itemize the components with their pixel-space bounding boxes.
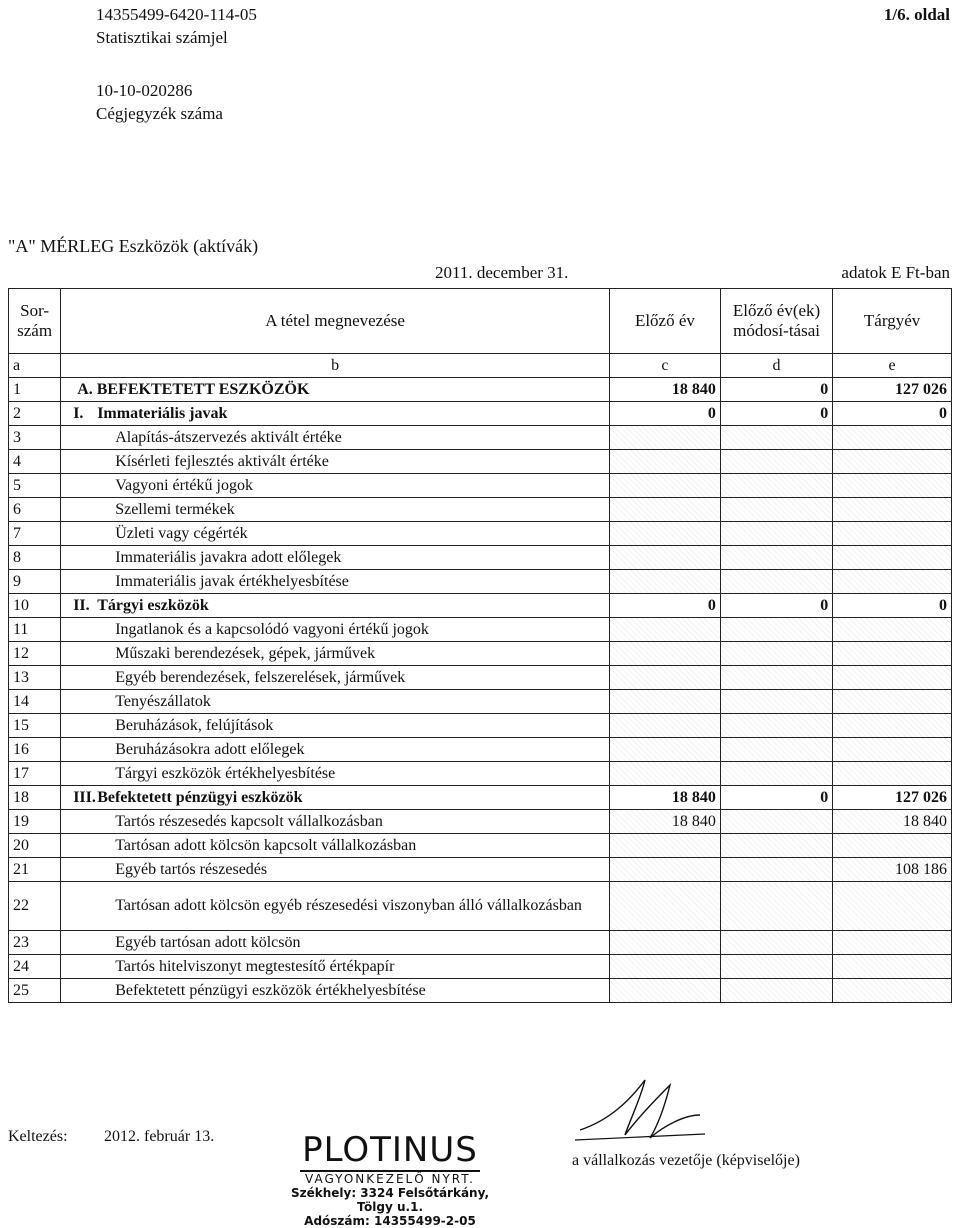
- row-number: 20: [9, 834, 61, 858]
- value-modifications: 0: [720, 594, 832, 618]
- value-current-year: [833, 498, 952, 522]
- row-label-text: Tartós részesedés kapcsolt vállalkozásban: [115, 812, 383, 830]
- table-row: [9, 955, 952, 979]
- table-row: [9, 618, 952, 642]
- row-label-text: Tárgyi eszközök értékhelyesbítése: [115, 764, 336, 782]
- value-prev-year: 0: [609, 402, 720, 426]
- row-number: 9: [9, 570, 61, 594]
- value-prev-year: [609, 666, 720, 690]
- table-row: [9, 810, 952, 834]
- date-label: Keltezés:: [8, 1128, 68, 1145]
- value-prev-year: [609, 618, 720, 642]
- row-number: 22: [9, 882, 61, 931]
- row-label-text: Immateriális javak értékhelyesbítése: [115, 572, 349, 590]
- row-label: [61, 762, 610, 786]
- row-label: [61, 474, 610, 498]
- row-label: [61, 810, 610, 834]
- col-header-mod: Előző év(ek) módosí-tásai: [720, 289, 832, 354]
- stamp-line2: Székhely: 3324 Felsőtárkány, Tölgy u.1.: [290, 1186, 490, 1214]
- value-modifications: [720, 882, 832, 931]
- row-number: 1: [9, 378, 61, 402]
- table-row: [9, 714, 952, 738]
- value-prev-year: [609, 690, 720, 714]
- table-row: [9, 450, 952, 474]
- row-label-text: Műszaki berendezések, gépek, járművek: [115, 644, 376, 662]
- registration-label: Cégjegyzék száma: [96, 104, 223, 123]
- row-label: [61, 594, 610, 618]
- row-number: 12: [9, 642, 61, 666]
- col-header-prev: Előző év: [609, 289, 720, 354]
- row-number: 18: [9, 786, 61, 810]
- row-label: [61, 378, 610, 402]
- letter-a: a: [9, 354, 61, 378]
- unit-label: adatok E Ft-ban: [841, 263, 950, 282]
- row-label-text: Egyéb tartósan adott kölcsön: [115, 933, 301, 951]
- value-modifications: [720, 834, 832, 858]
- table-row: [9, 762, 952, 786]
- row-label: [61, 979, 610, 1003]
- col-header-name: A tétel megnevezése: [61, 289, 610, 354]
- table-row: [9, 666, 952, 690]
- value-modifications: [720, 474, 832, 498]
- value-prev-year: [609, 642, 720, 666]
- row-label-text: Tenyészállatok: [115, 692, 211, 710]
- letter-b: b: [61, 354, 610, 378]
- value-current-year: [833, 546, 952, 570]
- value-modifications: [720, 666, 832, 690]
- value-prev-year: [609, 858, 720, 882]
- row-label-text: Beruházások, felújítások: [115, 716, 274, 734]
- value-current-year: [833, 834, 952, 858]
- value-prev-year: [609, 570, 720, 594]
- value-modifications: 0: [720, 786, 832, 810]
- value-prev-year: [609, 546, 720, 570]
- row-label: [61, 522, 610, 546]
- row-number: 14: [9, 690, 61, 714]
- roman-numeral: I.: [73, 404, 84, 422]
- value-current-year: 18 840: [833, 810, 952, 834]
- value-modifications: [720, 642, 832, 666]
- value-current-year: [833, 882, 952, 931]
- table-row: [9, 858, 952, 882]
- value-modifications: [720, 955, 832, 979]
- row-number: 16: [9, 738, 61, 762]
- col-header-sorszam: Sor- szám: [9, 289, 61, 354]
- row-label: [61, 714, 610, 738]
- value-prev-year: 18 840: [609, 786, 720, 810]
- row-number: 11: [9, 618, 61, 642]
- value-modifications: [720, 690, 832, 714]
- value-prev-year: 0: [609, 594, 720, 618]
- value-current-year: 127 026: [833, 786, 952, 810]
- value-modifications: [720, 738, 832, 762]
- table-row: [9, 570, 952, 594]
- row-label: [61, 931, 610, 955]
- table-row: [9, 498, 952, 522]
- value-prev-year: [609, 882, 720, 931]
- registration-number: 10-10-020286: [96, 81, 193, 100]
- row-label: [61, 955, 610, 979]
- value-prev-year: [609, 522, 720, 546]
- row-number: 4: [9, 450, 61, 474]
- value-prev-year: 18 840: [609, 378, 720, 402]
- letter-d: d: [720, 354, 832, 378]
- stamp-line3: Adószám: 14355499-2-05: [304, 1214, 476, 1228]
- value-prev-year: [609, 931, 720, 955]
- table-row: [9, 738, 952, 762]
- letter-c: c: [609, 354, 720, 378]
- value-current-year: [833, 522, 952, 546]
- date-value: 2012. február 13.: [104, 1128, 215, 1145]
- value-current-year: [833, 714, 952, 738]
- row-label-text: Vagyoni értékű jogok: [115, 476, 253, 494]
- row-number: 13: [9, 666, 61, 690]
- value-current-year: [833, 474, 952, 498]
- value-modifications: [720, 714, 832, 738]
- row-label: [61, 570, 610, 594]
- table-row: [9, 786, 952, 810]
- table-header-row: [9, 289, 952, 354]
- row-label-text: Tárgyi eszközök: [97, 596, 209, 614]
- page-title: "A" MÉRLEG Eszközök (aktívák): [8, 236, 259, 256]
- row-label-text: Kísérleti fejlesztés aktivált értéke: [115, 452, 329, 470]
- value-current-year: [833, 642, 952, 666]
- value-current-year: [833, 426, 952, 450]
- value-modifications: [720, 450, 832, 474]
- value-prev-year: [609, 714, 720, 738]
- value-modifications: [720, 858, 832, 882]
- row-number: 24: [9, 955, 61, 979]
- row-label: [61, 450, 610, 474]
- col-header-current: Tárgyév: [833, 289, 952, 354]
- value-current-year: 0: [833, 594, 952, 618]
- value-modifications: [720, 931, 832, 955]
- row-label-text: Alapítás-átszervezés aktivált értéke: [115, 428, 342, 446]
- value-modifications: 0: [720, 378, 832, 402]
- value-current-year: [833, 666, 952, 690]
- row-number: 8: [9, 546, 61, 570]
- roman-numeral: III.: [73, 788, 96, 806]
- row-label: [61, 786, 610, 810]
- value-prev-year: [609, 738, 720, 762]
- row-label: [61, 618, 610, 642]
- table-row: [9, 426, 952, 450]
- value-current-year: [833, 979, 952, 1003]
- row-label: [61, 882, 610, 931]
- row-label: [61, 426, 610, 450]
- row-label-text: Immateriális javakra adott előlegek: [115, 548, 342, 566]
- table-row: [9, 594, 952, 618]
- row-number: 3: [9, 426, 61, 450]
- table-row: [9, 546, 952, 570]
- row-label: [61, 858, 610, 882]
- row-number: 21: [9, 858, 61, 882]
- row-label-text: Tartósan adott kölcsön egyéb részesedési viszonyban álló vállalkozásban: [115, 897, 582, 914]
- value-current-year: [833, 738, 952, 762]
- row-number: 2: [9, 402, 61, 426]
- stamp-logo: PLOTINUS: [302, 1130, 478, 1170]
- stamp-line1: VAGYONKEZELŐ NYRT.: [305, 1172, 475, 1186]
- stat-number: 14355499-6420-114-05: [96, 5, 257, 24]
- row-label: [61, 834, 610, 858]
- table-row: [9, 882, 952, 931]
- row-label-text: Tartós hitelviszonyt megtestesítő értékpapír: [115, 957, 395, 975]
- value-modifications: [720, 546, 832, 570]
- row-number: 10: [9, 594, 61, 618]
- row-number: 6: [9, 498, 61, 522]
- row-label: [61, 642, 610, 666]
- row-number: 23: [9, 931, 61, 955]
- row-label-text: Üzleti vagy cégérték: [115, 524, 248, 542]
- row-label: [61, 498, 610, 522]
- value-prev-year: 18 840: [609, 810, 720, 834]
- table-row: [9, 979, 952, 1003]
- row-label-text: Tartósan adott kölcsön kapcsolt vállalkozásban: [115, 836, 417, 854]
- row-label: [61, 666, 610, 690]
- value-prev-year: [609, 762, 720, 786]
- value-prev-year: [609, 474, 720, 498]
- row-number: 19: [9, 810, 61, 834]
- value-current-year: [833, 570, 952, 594]
- table-row: [9, 834, 952, 858]
- value-current-year: 0: [833, 402, 952, 426]
- value-current-year: [833, 690, 952, 714]
- value-current-year: [833, 762, 952, 786]
- row-label-text: Egyéb berendezések, felszerelések, járművek: [115, 668, 406, 686]
- value-current-year: [833, 618, 952, 642]
- stat-label: Statisztikai számjel: [96, 28, 228, 47]
- value-prev-year: [609, 450, 720, 474]
- row-label-text: Befektetett pénzügyi eszközök: [97, 788, 303, 806]
- value-current-year: [833, 450, 952, 474]
- value-modifications: [720, 498, 832, 522]
- letter-row: [9, 354, 952, 378]
- row-number: 7: [9, 522, 61, 546]
- row-label: [61, 546, 610, 570]
- value-current-year: 127 026: [833, 378, 952, 402]
- row-number: 17: [9, 762, 61, 786]
- signature-mark: [570, 1070, 710, 1150]
- roman-numeral: II.: [73, 596, 90, 614]
- row-label: [61, 738, 610, 762]
- value-modifications: [720, 618, 832, 642]
- value-current-year: [833, 955, 952, 979]
- table-row: [9, 474, 952, 498]
- row-label-text: Ingatlanok és a kapcsolódó vagyoni értékű jogok: [115, 620, 429, 638]
- table-row: [9, 642, 952, 666]
- value-prev-year: [609, 498, 720, 522]
- value-modifications: [720, 762, 832, 786]
- value-modifications: [720, 979, 832, 1003]
- row-number: 25: [9, 979, 61, 1003]
- balance-table: [8, 288, 952, 1003]
- value-current-year: 108 186: [833, 858, 952, 882]
- row-label-text: Egyéb tartós részesedés: [115, 860, 268, 878]
- row-label-text: A. BEFEKTETETT ESZKÖZÖK: [77, 380, 310, 398]
- value-modifications: [720, 426, 832, 450]
- table-row: [9, 402, 952, 426]
- row-label-text: Befektetett pénzügyi eszközök értékhelyesbítése: [115, 981, 426, 999]
- row-number: 5: [9, 474, 61, 498]
- letter-e: e: [833, 354, 952, 378]
- signer-label: a vállalkozás vezetője (képviselője): [572, 1152, 800, 1169]
- value-prev-year: [609, 426, 720, 450]
- report-date: 2011. december 31.: [435, 263, 569, 282]
- value-modifications: [720, 522, 832, 546]
- row-label-text: Szellemi termékek: [115, 500, 235, 518]
- table-row: [9, 522, 952, 546]
- value-prev-year: [609, 834, 720, 858]
- value-modifications: 0: [720, 402, 832, 426]
- row-label: [61, 690, 610, 714]
- page-number: 1/6. oldal: [883, 5, 950, 24]
- value-current-year: [833, 931, 952, 955]
- value-prev-year: [609, 979, 720, 1003]
- table-row: [9, 378, 952, 402]
- row-number: 15: [9, 714, 61, 738]
- table-row: [9, 690, 952, 714]
- row-label-text: Immateriális javak: [97, 404, 228, 422]
- company-stamp: [285, 1130, 495, 1228]
- value-prev-year: [609, 955, 720, 979]
- table-row: [9, 931, 952, 955]
- row-label: [61, 402, 610, 426]
- row-label-text: Beruházásokra adott előlegek: [115, 740, 305, 758]
- value-modifications: [720, 810, 832, 834]
- value-modifications: [720, 570, 832, 594]
